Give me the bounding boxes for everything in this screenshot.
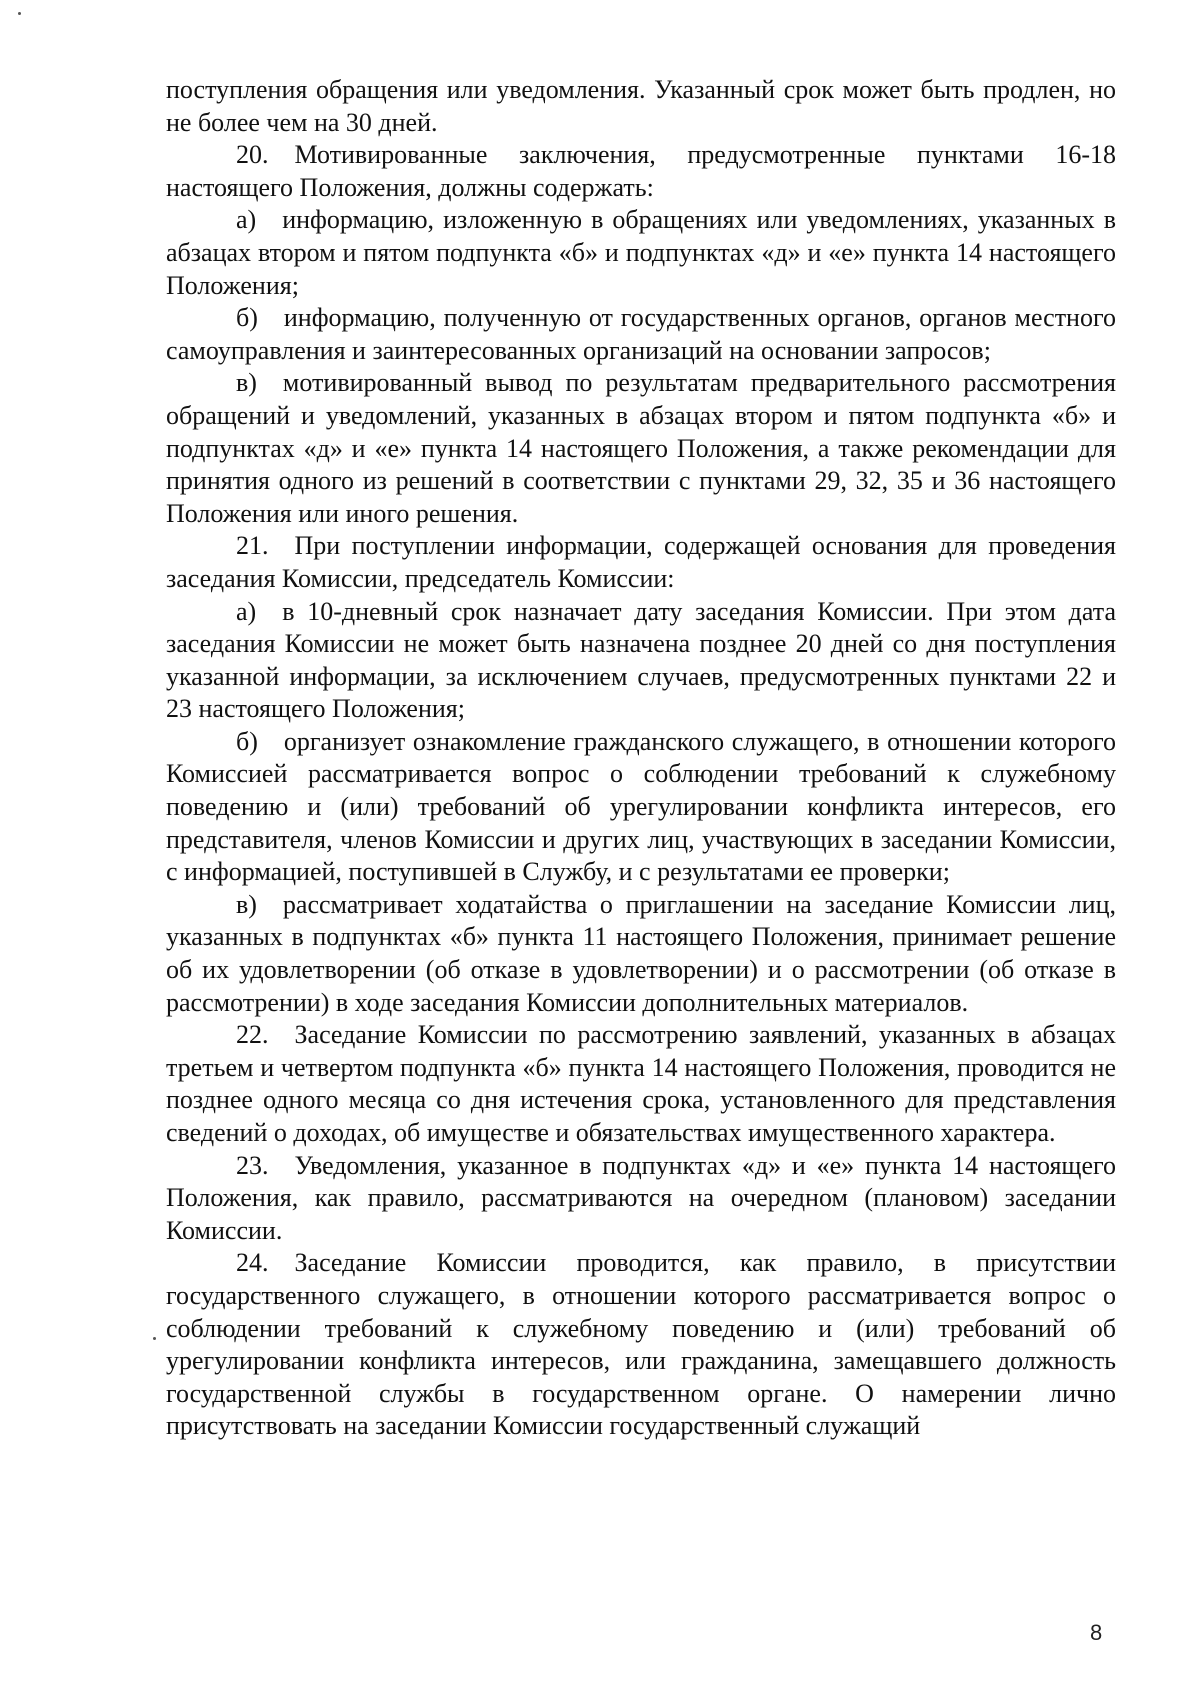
document-body — [166, 74, 1116, 1443]
paragraph-item-21-v: в) рассматривает ходатайства о приглашении на заседание Комиссии лиц, указанных в подпунктах «б» пункта 11 настоящего Положения, принимает решение об их удовлетворении (об отказе в удовлетворении) и о рассмотрении (об отказе в рассмотрении) в ходе заседания Комиссии дополнительных материалов. — [166, 889, 1116, 1017]
paragraph-item-21-a: а) в 10-дневный срок назначает дату заседания Комиссии. При этом дата заседания Комиссии не может быть назначена позднее 20 дней со дня поступления указанной информации, за исключением случаев, предусмотренных пунктами 22 и 23 настоящего Положения; — [166, 596, 1116, 724]
paragraph-item-21: 21. При поступлении информации, содержащей основания для проведения заседания Комиссии, председатель Комиссии: — [166, 531, 1116, 593]
paragraph-item-20: 20. Мотивированные заключения, предусмотренные пунктами 16-18 настоящего Положения, должны содержать: — [166, 140, 1116, 202]
scan-speck — [18, 12, 21, 15]
paragraph-item-23: 23. Уведомления, указанное в подпунктах «д» и «е» пункта 14 настоящего Положения, как правило, рассматриваются на очередном (плановом) заседании Комиссии. — [166, 1150, 1116, 1245]
paragraph-item-22: 22. Заседание Комиссии по рассмотрению заявлений, указанных в абзацах третьем и четвертом подпункта «б» пункта 14 настоящего Положения, проводится не позднее одного месяца со дня истечения срока, установленного для представления сведений о доходах, об имуществе и обязательствах имущественного характера. — [166, 1020, 1116, 1147]
paragraph-item-24: 24. Заседание Комиссии проводится, как правило, в присутствии государственного служащего, в отношении которого рассматривается вопрос о соблюдении требований к служебному поведению и (или) требований об урегулировании конфликта интересов, или гражданина, замещавшего должность государственной службы в государственном органе. О намерении лично присутствовать на заседании Комиссии государственный служащий — [166, 1248, 1116, 1441]
paragraph-item-20-a: а) информацию, изложенную в обращениях или уведомлениях, указанных в абзацах втором и пятом подпункта «б» и подпунктах «д» и «е» пункта 14 настоящего Положения; — [166, 205, 1116, 300]
scan-speck — [153, 1337, 156, 1340]
paragraph-item-20-v: в) мотивированный вывод по результатам предварительного рассмотрения обращений и уведомлений, указанных в абзацах втором и пятом подпункта «б» и подпунктах «д» и «е» пункта 14 настоящего Положения, а также рекомендации для принятия одного из решений в соответствии с пунктами 29, 32, 35 и 36 настоящего Положения или иного решения. — [166, 368, 1116, 528]
paragraph-continuation: поступления обращения или уведомления. Указанный срок может быть продлен, но не более чем на 30 дней. — [166, 75, 1116, 137]
page-number: 8 — [1090, 1620, 1103, 1645]
paragraph-item-21-b: б) организует ознакомление гражданского служащего, в отношении которого Комиссией рассматривается вопрос о соблюдении требований к служебному поведению и (или) требований об урегулировании конфликта интересов, его представителя, членов Комиссии и других лиц, участвующих в заседании Комиссии, с информацией, поступившей в Службу, и с результатами ее проверки; — [166, 726, 1116, 887]
paragraph-item-20-b: б) информацию, полученную от государственных органов, органов местного самоуправления и заинтересованных организаций на основании запросов; — [166, 303, 1116, 365]
